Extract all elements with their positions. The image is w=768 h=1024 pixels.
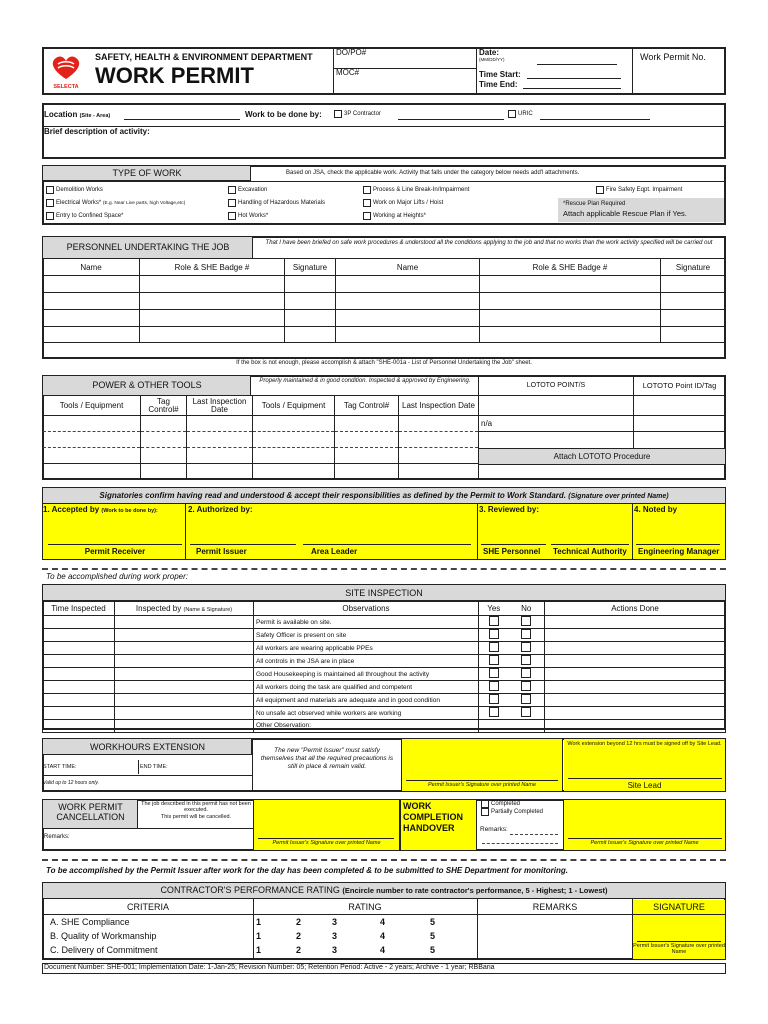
site-lead-signature-line[interactable]	[568, 778, 722, 779]
date-label: Date:	[479, 48, 500, 57]
criteria-label: C. Delivery of Commitment	[50, 945, 158, 955]
observation-text: Good Housekeeping is maintained all throughout the activity	[254, 668, 479, 681]
col-tag-2: Tag Control#	[335, 396, 399, 416]
page-title: WORK PERMIT	[95, 63, 254, 88]
confined-space-checkbox[interactable]	[46, 212, 54, 220]
loto-table	[478, 375, 726, 465]
col-no: No	[509, 602, 545, 616]
rating-score[interactable]: 3	[332, 931, 338, 941]
logo-text: SELECTA	[53, 84, 79, 90]
handover-remarks: Remarks:	[480, 826, 508, 833]
loto-attach: Attach LOTOTO Procedure	[479, 449, 726, 465]
col-tag-1: Tag Control#	[141, 396, 187, 416]
criteria-label: B. Quality of Workmanship	[50, 931, 157, 941]
yes-checkbox[interactable]	[489, 668, 499, 678]
rating-score[interactable]: 3	[332, 917, 338, 927]
col-inspected-by-sub: (Name & Signature)	[183, 607, 233, 613]
table-row[interactable]	[43, 642, 726, 655]
department-name: SAFETY, HEALTH & ENVIRONMENT DEPARTMENT	[95, 52, 313, 62]
no-checkbox[interactable]	[521, 681, 531, 691]
during-note: To be accomplished during work proper:	[46, 572, 189, 581]
rating-title: CONTRACTOR'S PERFORMANCE RATING	[160, 885, 340, 895]
personnel-table	[42, 258, 726, 343]
heights-label: Working at Heights*	[373, 213, 426, 219]
col-signature-1: Signature	[285, 259, 336, 276]
tools-title: POWER & OTHER TOOLS	[92, 380, 202, 390]
site-lead-label: Site Lead	[627, 781, 662, 790]
hazardous-checkbox[interactable]	[228, 199, 236, 207]
loto-na: n/a	[479, 416, 634, 432]
rating-score[interactable]: 2	[296, 931, 302, 941]
location-label: Location	[44, 110, 78, 119]
rating-sig-label: Permit Issuer's Signature over printed Name	[633, 943, 725, 955]
uric-field[interactable]	[540, 110, 650, 120]
criteria-label: A. SHE Compliance	[50, 917, 130, 927]
table-row[interactable]	[43, 616, 726, 629]
she-personnel-label: SHE Personnel	[483, 547, 541, 556]
logo	[46, 52, 86, 90]
cancellation-remarks: Remarks:	[44, 834, 70, 840]
yes-checkbox[interactable]	[489, 707, 499, 717]
table-row[interactable]	[43, 327, 726, 343]
type-of-work-title: TYPE OF WORK	[112, 168, 182, 178]
yes-checkbox[interactable]	[489, 629, 499, 639]
table-row[interactable]	[479, 416, 726, 432]
col-inspected-by: Inspected by	[135, 604, 182, 613]
contractor-checkbox[interactable]	[334, 110, 342, 118]
divider	[42, 568, 726, 570]
extension-beyond-note: Work extension beyond 12 hrs must be signed off by Site Lead.	[567, 741, 722, 747]
do-po-label: DO/PO#	[336, 48, 367, 57]
hazardous-label: Handling of Hazardous Materials	[238, 200, 326, 206]
handover-signature-line[interactable]	[568, 838, 722, 839]
rating-score[interactable]: 4	[380, 917, 386, 927]
rating-title-sub: (Encircle number to rate contractor's performance, 5 - Highest; 1 - Lowest)	[342, 886, 608, 895]
signature-header: SIGNATURE	[653, 902, 705, 912]
eng-signature-line[interactable]	[636, 544, 720, 545]
rescue-note: *Rescue Plan Required	[563, 201, 626, 207]
table-row[interactable]	[43, 629, 726, 642]
document-footer: Document Number: SHE-001; Implementation Date: 1-Jan-25; Revision Number: 05; Retention Period: Active - 2 years; Archive - 1 year; RBBaria	[44, 964, 495, 971]
col-tools-2: Tools / Equipment	[253, 396, 335, 416]
table-row[interactable]	[43, 293, 726, 310]
table-row[interactable]	[43, 655, 726, 668]
rescue-attach: Attach applicable Rescue Plan if Yes.	[563, 209, 687, 218]
signatories-banner: Signatories confirm having read and understood & accept their responsibilities as defined by the Permit to Work Standard.	[99, 491, 566, 500]
tools-table	[42, 395, 479, 480]
rating-score[interactable]: 1	[256, 945, 262, 955]
handover-sig-label: Permit Issuer's Signature over printed Name	[590, 840, 699, 846]
accepted-label: 1. Accepted by	[43, 505, 100, 514]
reviewed-label: 3. Reviewed by:	[479, 505, 540, 514]
table-row[interactable]	[43, 694, 726, 707]
brief-description-label: Brief description of activity:	[44, 127, 150, 136]
cancellation-title: WORK PERMIT CANCELLATION	[56, 802, 125, 822]
table-row[interactable]	[43, 416, 479, 432]
extension-sig-label: Permit Issuer's Signature over printed Name	[427, 782, 537, 788]
time-start-label: Time Start:	[479, 70, 521, 79]
completed-label: Completed	[491, 801, 521, 807]
observation-text: All equipment and materials are adequate and in good condition	[254, 694, 479, 707]
excavation-checkbox[interactable]	[228, 186, 236, 194]
signatories-banner-sub: (Signature over printed Name)	[568, 493, 669, 500]
col-time-inspected: Time Inspected	[43, 602, 115, 616]
table-row[interactable]	[479, 396, 726, 416]
electrical-label: Electrical Works*	[56, 200, 102, 206]
tech-signature-line[interactable]	[551, 544, 629, 545]
major-lifts-label: Work on Major Lifts / Hoist	[373, 200, 444, 206]
uric-label: URIC	[518, 111, 533, 117]
table-row[interactable]	[43, 681, 726, 694]
col-actions: Actions Done	[545, 602, 726, 616]
she-signature-line[interactable]	[481, 544, 546, 545]
rating-signature-line[interactable]	[637, 941, 721, 942]
completed-checkbox[interactable]	[481, 800, 489, 808]
electrical-checkbox[interactable]	[46, 199, 54, 207]
rating-score[interactable]: 5	[430, 931, 436, 941]
observation-text: Permit is available on site.	[254, 616, 479, 629]
table-row[interactable]	[43, 668, 726, 681]
receiver-signature-line[interactable]	[48, 544, 182, 545]
rating-header: RATING	[348, 902, 382, 912]
area-leader-label: Area Leader	[311, 547, 358, 556]
fire-safety-checkbox[interactable]	[596, 186, 604, 194]
eng-manager-label: Engineering Manager	[638, 547, 720, 556]
col-role-2: Role & SHE Badge #	[480, 259, 661, 276]
rating-score[interactable]: 3	[332, 945, 338, 955]
demolition-label: Demolition Works	[56, 187, 103, 193]
moc-label: MOC#	[336, 68, 360, 77]
observation-text: Other Observation:	[254, 720, 479, 733]
type-of-work-note: Based on JSA, check the applicable work. Activity that falls under the category below needs add'l attachments.	[286, 170, 580, 176]
col-tools-1: Tools / Equipment	[43, 396, 141, 416]
after-note: To be accomplished by the Permit Issuer after work for the day has been completed & to be submitted to SHE Department for monitoring.	[46, 866, 569, 875]
col-role-1: Role & SHE Badge #	[140, 259, 285, 276]
col-name-1: Name	[43, 259, 140, 276]
issuer-signature-line[interactable]	[190, 544, 296, 545]
cancellation-signature-line[interactable]	[258, 838, 394, 839]
extension-signature-line[interactable]	[406, 780, 558, 781]
site-inspection-title: SITE INSPECTION	[345, 588, 423, 598]
observation-text: All workers doing the task are qualified and competent	[254, 681, 479, 694]
rating-score[interactable]: 1	[256, 917, 262, 927]
no-checkbox[interactable]	[521, 655, 531, 665]
accepted-sub: (Work to be done by):	[101, 508, 158, 514]
work-permit-no-label: Work Permit No.	[640, 52, 706, 62]
contractor-field[interactable]	[398, 110, 504, 120]
hot-works-label: Hot Works*	[238, 213, 269, 219]
end-time-label: END TIME:	[140, 764, 168, 770]
personnel-footer: If the box is not enough, please accomplish & attach "SHE-001a - List of Personnel Undertaking the Job" sheet.	[236, 360, 532, 366]
tech-authority-label: Technical Authority	[553, 547, 627, 556]
table-row[interactable]	[43, 432, 479, 448]
valid-note: Valid up to 12 hours only.	[43, 780, 99, 786]
col-signature-2: Signature	[661, 259, 726, 276]
contractor-label: 3P Contractor	[344, 111, 381, 117]
observation-text: All workers are wearing applicable PPEs	[254, 642, 479, 655]
no-checkbox[interactable]	[521, 642, 531, 652]
demolition-checkbox[interactable]	[46, 186, 54, 194]
yes-checkbox[interactable]	[489, 694, 499, 704]
observation-text: All controls in the JSA are in place	[254, 655, 479, 668]
rating-score[interactable]: 4	[380, 945, 386, 955]
time-end-label: Time End:	[479, 80, 518, 89]
no-checkbox[interactable]	[521, 668, 531, 678]
excavation-label: Excavation	[238, 187, 268, 193]
table-row[interactable]	[43, 707, 726, 720]
cancellation-note-1: The job described in this permit has not been executed.	[141, 801, 251, 813]
area-leader-signature-line[interactable]	[303, 544, 471, 545]
handover-remarks-line[interactable]	[510, 834, 558, 835]
no-checkbox[interactable]	[521, 707, 531, 717]
work-by-label: Work to be done by:	[245, 110, 322, 119]
heights-checkbox[interactable]	[363, 212, 371, 220]
rating-score[interactable]: 5	[430, 945, 436, 955]
table-row[interactable]	[43, 720, 726, 733]
date-format: (MM/DD/YY)	[479, 57, 505, 62]
yes-checkbox[interactable]	[489, 642, 499, 652]
location-sub: (Site - Area)	[79, 113, 111, 119]
hot-works-checkbox[interactable]	[228, 212, 236, 220]
col-yes: Yes	[479, 602, 509, 616]
table-row[interactable]	[43, 310, 726, 327]
loto-point-header: LOTOTO POINT/S	[479, 376, 634, 396]
time-start-field[interactable]	[527, 70, 621, 79]
yes-checkbox[interactable]	[489, 616, 499, 626]
col-observations: Observations	[254, 602, 479, 616]
rating-score[interactable]: 1	[256, 931, 262, 941]
permit-issuer-label: Permit Issuer	[196, 547, 247, 556]
col-inspection-1: Last Inspection Date	[187, 396, 253, 416]
table-row[interactable]	[43, 276, 726, 293]
noted-label: 4. Noted by	[634, 505, 678, 514]
rating-score[interactable]: 2	[296, 945, 302, 955]
partial-checkbox[interactable]	[481, 808, 489, 816]
observation-text: No unsafe act observed while workers are working	[254, 707, 479, 720]
permit-receiver-label: Permit Receiver	[84, 547, 146, 556]
date-field[interactable]	[537, 55, 617, 65]
observation-text: Safety Officer is present on site	[254, 629, 479, 642]
yes-checkbox[interactable]	[489, 655, 499, 665]
criteria-header: CRITERIA	[126, 902, 169, 912]
col-inspection-2: Last Inspection Date	[399, 396, 479, 416]
major-lifts-checkbox[interactable]	[363, 199, 371, 207]
rating-score[interactable]: 4	[380, 931, 386, 941]
personnel-note: That I have been briefed on safe work procedures & understood all the conditions applying to the job and that no works than the work activity specified will be carried out	[265, 240, 713, 246]
rating-score[interactable]: 2	[296, 917, 302, 927]
no-checkbox[interactable]	[521, 629, 531, 639]
yes-checkbox[interactable]	[489, 681, 499, 691]
no-checkbox[interactable]	[521, 694, 531, 704]
inspection-table	[42, 601, 726, 733]
table-row[interactable]	[43, 464, 479, 480]
line-break-checkbox[interactable]	[363, 186, 371, 194]
start-time-label: START TIME:	[43, 764, 77, 770]
extension-note: The new "Permit Issuer" must satisfy themselves that all the required precautions is still in place & remain valid.	[260, 747, 394, 770]
handover-title: WORK COMPLETION HANDOVER	[403, 801, 463, 833]
line-break-label: Process & Line Break-In/Impairment	[373, 187, 470, 193]
confined-space-label: Entry to Confined Space*	[56, 213, 124, 219]
time-end-field[interactable]	[523, 80, 621, 89]
loto-id-header: LOTOTO Point ID/Tag	[634, 376, 726, 396]
table-row[interactable]	[479, 432, 726, 449]
partial-label: Partially Completed	[491, 809, 544, 815]
electrical-sub: (E.g. Near Live parts, high Voltage,etc)	[102, 200, 186, 206]
cancellation-note-2: This permit will be cancelled.	[160, 814, 232, 820]
extension-title: WORKHOURS EXTENSION	[89, 742, 205, 752]
rating-score[interactable]: 5	[430, 917, 436, 927]
no-checkbox[interactable]	[521, 616, 531, 626]
remarks-header: REMARKS	[532, 902, 578, 912]
divider	[42, 859, 726, 861]
location-field[interactable]	[124, 110, 240, 120]
uric-checkbox[interactable]	[508, 110, 516, 118]
tools-note: Properly maintained & in good condition. Inspected & approved by Engineering.	[259, 378, 471, 384]
col-name-2: Name	[336, 259, 480, 276]
personnel-title: PERSONNEL UNDERTAKING THE JOB	[66, 242, 230, 252]
authorized-label: 2. Authorized by:	[188, 505, 253, 514]
fire-safety-label: Fire Safety Eqpt. Impairment	[606, 187, 683, 193]
table-row[interactable]	[43, 448, 479, 464]
heart-logo-icon	[46, 52, 86, 82]
cancellation-sig-label: Permit Issuer's Signature over printed Name	[272, 840, 381, 846]
